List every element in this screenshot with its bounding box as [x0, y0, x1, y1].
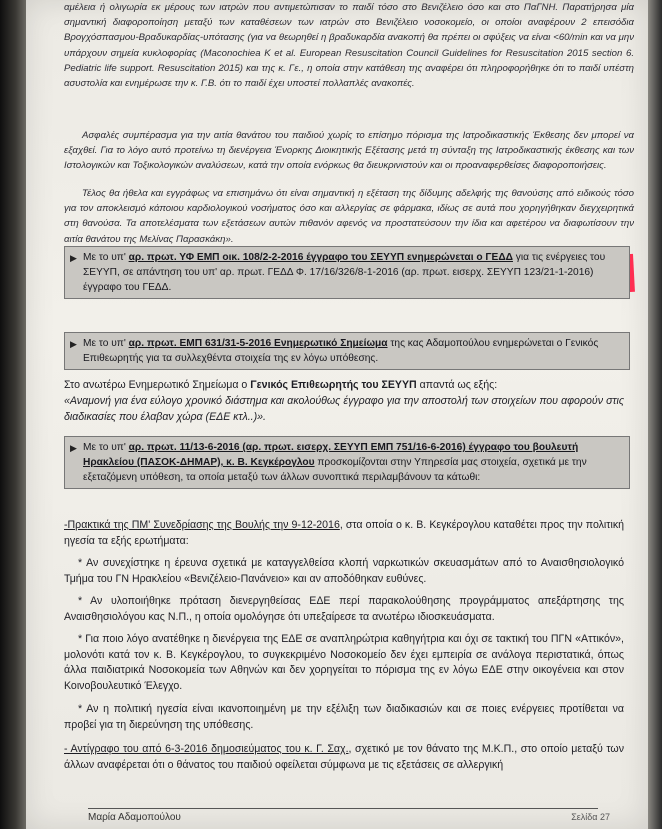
paragraph-conclusion [64, 128, 634, 174]
paragraph-text: αμέλεια ή ολιγωρία εκ μέρους των ιατρών που αντιμετώπισαν το παιδί τόσο στο Βενιζέλειο όσο και στο ΠαГΝΗ. Παρατήρησα μία σημαντική διαφοροποίηση μεταξύ των καταθέσεων των ιατρών στο Βενιζέλειο νοσοκομείο, οι οποίοι αναφέρουν 2 επεισόδια Βρογχόσπασμου-Βραδυκαρδίας-υπότασης (για να θεωρηθεί η βραδυκαρδία ανακοπή θα πρέπει οι σφύξεις να είναι <60/min και να μην υπάρχουν σημεία κυκλοφορίας (Maconochiea K et al. European Resuscitation Council Guidelines for Resuscitation 2015 section 6. Pediatric life support. Resuscitation 2015) και της κ. Γε., η οποία στην κατάθεση της αναφέρει ότι πληροφορήθηκε ότι το παιδί υπέστη ασυστολία και ενημέρωσε την κ. Γ.Β. ότι το παιδί έχει υποστεί πολλαπλές ανακοπές. [64, 2, 634, 90]
paragraph-text: Τέλος θα ήθελα και εγγράφως να επισημάνω ότι είναι σημαντική η εξέταση της δίδυμης αδελφής της θανούσης από ειδικούς τόσο για τον αποκλεισμό κάποιου καρδιολογικού νοσήματος όσο και αλλεργίας σε φάρμακα, ιδίως σε αυτά που χορηγήθηκαν διεγχειρητικά στη θανούσα. Τα αποτελέσματα των εξετάσεων αυτών πιθανόν αφενός να προστατεύσουν την ίδια και αφετέρου να διαφωτίσουν την αιτία θανάτου της Μελίνας Παρασκάκη». [64, 188, 634, 245]
reference-box-3: ▶ Με το υπ' αρ. πρωτ. 11/13-6-2016 (αρ. πρωτ. εισερχ. ΣΕΥΥΠ ΕΜΠ 751/16-6-2016) έγγραφο του βουλευτή Ηρακλείου (ΠΑΣΟΚ-ΔΗΜΑΡ), κ. Β. Κεγκέρογλου προσκομίζονται στην Υπηρεσία μας στοιχεία, σχετικά με την εξεταζόμενη υπόθεση, τα οποία μεταξύ των άλλων συνοπτικά περιλαμβάνουν τα κάτωθι: [64, 436, 630, 489]
triangle-bullet-icon: ▶ [70, 253, 77, 263]
footer-signature: Μαρία Αδαμοπούλου [88, 812, 181, 823]
newspaper-copy: - Αντίγραφο του από 6-3-2016 δημοσιεύματος του κ. Γ. Σαχ., σχετικό με τον θάνατο της Μ.Κ.Π., στο οποίο μεταξύ των άλλων αναφέρεται ότι ο θάνατος του παιδιού οφείλεται σύμφωνα με τις εξετάσεις σε αλλεργική [64, 743, 624, 771]
question-item: * Αν υλοποιήθηκε πρόταση διενεργηθείσας ΕΔΕ περί παρακολούθησης προγράμματος απεξάρτησης της Αναισθησιολόγου κας Ν.Π., η οποία ομολόγησε ότι υπεξαίρεσε τα ανωτέρω ιδιοσκευάσματα. [64, 595, 624, 623]
question-item: * Για ποιο λόγο ανατέθηκε η διενέργεια της ΕΔΕ σε αναπληρώτρια καθηγήτρια και όχι σε τακτική του ΠΓΝ «Αττικόν», μολονότι κατά τον κ. Β. Κεγκέρογλου, το συγκεκριμένο Νοσοκομείο δεν έχει εμπειρία σε ανάλογα περιστατικά, όπως άλλα παιδιατρικά Νοσοκομεία των Αθηνών και δεν χορηγείται το πόρισμα της εν λόγω ΕΔΕ στην οικογένεια και στον Κοινοβουλευτικό Έλεγχο. [64, 633, 624, 692]
inspector-reply: Στο ανωτέρω Ενημερωτικό Σημείωμα ο Γενικός Επιθεωρητής του ΣΕΥΥΠ απαντά ως εξής: [64, 379, 498, 391]
triangle-bullet-icon: ▶ [70, 339, 77, 349]
footer-page-number: Σελίδα 27 [571, 812, 610, 822]
paragraph-twin-sister [64, 186, 634, 247]
question-item: * Αν συνεχίστηκε η έρευνα σχετικά με καταγγελθείσα κλοπή ναρκωτικών σκευασμάτων από το Αναισθησιολογικό Τμήμα του ΓΝ Ηρακλείου «Βενιζέλειο-Πανάνειο» και αν αποδόθηκαν ευθύνες. [64, 557, 624, 585]
footer-rule [88, 808, 598, 809]
reference-number: αρ. πρωτ. ΥΦ ΕΜΠ οικ. 108/2-2-2016 έγγραφο του ΣΕΥΥΠ ενημερώνεται ο ΓΕΔΔ [128, 252, 513, 263]
reference-box-1: ▶ Με το υπ' αρ. πρωτ. ΥΦ ΕΜΠ οικ. 108/2-2-2016 έγγραφο του ΣΕΥΥΠ ενημερώνεται ο ΓΕΔΔ για τις ενέργειες του ΣΕΥΥΠ, σε απάντηση του υπ' αρ. πρωτ. ΓΕΔΔ Φ. 17/16/326/8-1-2016 (αρ. πρωτ. εισερχ. ΣΕΥΥΠ 123/21-1-2016) έγγραφο του ΓΕΔΔ. [64, 246, 630, 299]
document-page [26, 0, 648, 829]
reference-number: αρ. πρωτ. 11/13-6-2016 (αρ. πρωτ. εισερχ. ΣΕΥΥΠ ΕΜΠ 751/16-6-2016) έγγραφο του βουλευτή Ηρακλείου (ΠΑΣΟΚ-ΔΗΜΑΡ), κ. Β. Κεγκέρογλου [83, 442, 579, 468]
question-item: * Αν η πολιτική ηγεσία είναι ικανοποιημένη με την εξέλιξη των διαδικασιών και σε ποιες ενέργειες προτίθεται να προβεί για τη διερεύνηση της υπόθεσης. [64, 703, 624, 731]
inspector-quote: «Αναμονή για ένα εύλογο χρονικό διάστημα και ακολούθως έγγραφο για την αποστολή των στοιχείων που αφορούν στις διαδικασίες που έλαβαν χώρα (ΕΔΕ κτλ..)». [64, 395, 624, 423]
paragraph-negligence [64, 0, 634, 91]
page-left-edge [0, 0, 26, 829]
paragraph-text: Ασφαλές συμπέρασμα για την αιτία θανάτου του παιδιού χωρίς το επίσημο πόρισμα της Ιατροδικαστικής Έκθεσης δεν μπορεί να εξαχθεί. Για το λόγο αυτό προτείνω τη διενέργεια Ένορκης Διοικητικής Εξέτασης μετά τη σύνταξη της Ιατροδικαστικής έκθεσης και των Ιστολογικών και Τοξικολογικών αναλύσεων, κατά την οποία ενόρκως θα διευκρινιστούν και οι προαναφερθείσες διαφοροποιήσεις. [64, 130, 634, 172]
reference-number: αρ. πρωτ. ΕΜΠ 631/31-5-2016 Ενημερωτικό Σημείωμα [128, 338, 388, 349]
triangle-bullet-icon: ▶ [70, 443, 77, 453]
reference-box-2: ▶ Με το υπ' αρ. πρωτ. ΕΜΠ 631/31-5-2016 Ενημερωτικό Σημείωμα της κας Αδαμοπούλου ενημερώνεται ο Γενικός Επιθεωρητής για τα συλλεχθέντα στοιχεία της εν λόγω υπόθεσης. [64, 332, 630, 370]
page-right-edge [648, 0, 662, 829]
parliament-minutes: -Πρακτικά της ΠΜ' Συνεδρίασης της Βουλής την 9-12-2016, στα οποία ο κ. Β. Κεγκέρογλου καταθέτει προς την πολιτική ηγεσία τα εξής ερωτήματα: [64, 519, 625, 547]
